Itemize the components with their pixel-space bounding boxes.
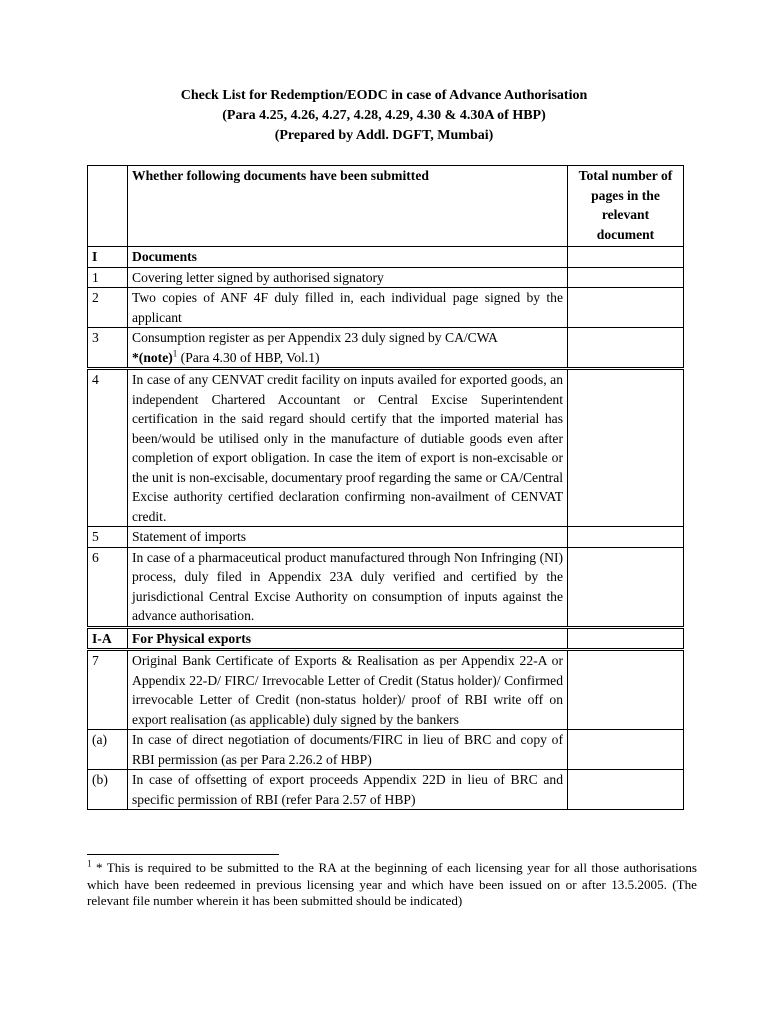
table-row — [88, 369, 684, 527]
pages-cell — [568, 627, 684, 650]
header-question: Whether following documents have been submitted — [128, 166, 568, 247]
table-row — [88, 650, 684, 730]
pages-cell — [568, 288, 684, 328]
row-number: 1 — [88, 267, 128, 288]
row-description: Covering letter signed by authorised signatory — [128, 267, 568, 288]
footnote — [87, 860, 697, 910]
header-num-cell — [88, 166, 128, 247]
row-description: In case of a pharmaceutical product manufactured through Non Infringing (NI) process, duly filed in Appendix 23A duly verified and certified by the jurisdictional Central Excise Authority on consumption of inputs against the advance authorisation. — [128, 547, 568, 627]
table-row — [88, 770, 684, 810]
row-description: In case of offsetting of export proceeds Appendix 22D in lieu of BRC and specific permission of RBI (refer Para 2.57 of HBP) — [128, 770, 568, 810]
row-description: Original Bank Certificate of Exports & Realisation as per Appendix 22-A or Appendix 22-D/ FIRC/ Irrevocable Letter of Credit (Status holder)/ Confirmed irrevocable Letter of Credit (non-status holder)/ proof of RBI write off on export realisation (as applicable) duly signed by the bankers — [128, 650, 568, 730]
footnote-marker: 1 — [87, 858, 92, 869]
table-row — [88, 547, 684, 627]
section-number: I-A — [88, 627, 128, 650]
row-number: 3 — [88, 328, 128, 369]
row-number: (b) — [88, 770, 128, 810]
table-row — [88, 730, 684, 770]
footnote-divider — [87, 854, 279, 855]
row-text-para-ref: (Para 4.30 of HBP, Vol.1) — [177, 349, 320, 365]
section-title: For Physical exports — [128, 627, 568, 650]
header-total-pages: Total number of pages in the relevant document — [568, 166, 684, 247]
pages-cell — [568, 267, 684, 288]
row-number: 2 — [88, 288, 128, 328]
heading-prepared-by: (Prepared by Addl. DGFT, Mumbai) — [274, 128, 494, 143]
pages-cell — [568, 650, 684, 730]
row-description: In case of direct negotiation of documents/FIRC in lieu of BRC and copy of RBI permission (as per Para 2.26.2 of HBP) — [128, 730, 568, 770]
footnote-ref: 1 — [172, 347, 178, 358]
row-number: 6 — [88, 547, 128, 627]
table-row — [88, 288, 684, 328]
section-row-physical-exports — [88, 627, 684, 650]
section-row-documents — [88, 247, 684, 268]
row-number: 7 — [88, 650, 128, 730]
pages-cell — [568, 369, 684, 527]
pages-cell — [568, 527, 684, 548]
footnote-text: * This is required to be submitted to the RA at the beginning of each licensing year for all those authorisations which have been redeemed in previous licensing year and which have been issued on or after 13.5.2005. (The relevant file number wherein it has been submitted should be indicated) — [87, 860, 697, 908]
row-number: 4 — [88, 369, 128, 527]
row-description: Two copies of ANF 4F duly filled in, each individual page signed by the applicant — [128, 288, 568, 328]
row-description: Statement of imports — [128, 527, 568, 548]
table-header-row — [88, 166, 684, 247]
row-description: In case of any CENVAT credit facility on inputs availed for exported goods, an independent Chartered Accountant or Central Excise Superintendent certification in the said regard should certify that the imported material has been/would be utilised only in the manufacture of dutiable goods even after completion of export obligation. In case the item of export is non-excisable or the unit is non-excisable, documentary proof regarding the same or CA/Central Excise authority certified declaration confirming non-availment of CENVAT credit. — [128, 369, 568, 527]
row-text: Consumption register as per Appendix 23 duly signed by CA/CWA — [132, 330, 498, 345]
heading-title: Check List for Redemption/EODC in case of Advance Authorisation — [180, 88, 588, 103]
pages-cell — [568, 247, 684, 268]
section-number: I — [88, 247, 128, 268]
note-label: *(note) — [132, 349, 173, 365]
pages-cell — [568, 328, 684, 369]
pages-cell — [568, 730, 684, 770]
row-number: 5 — [88, 527, 128, 548]
checklist-table — [87, 165, 684, 810]
table-row — [88, 527, 684, 548]
section-title: Documents — [128, 247, 568, 268]
heading-para-refs: (Para 4.25, 4.26, 4.27, 4.28, 4.29, 4.30 & 4.30A of HBP) — [222, 108, 546, 123]
row-description — [128, 328, 568, 369]
table-row — [88, 328, 684, 369]
document-heading — [0, 86, 768, 146]
row-number: (a) — [88, 730, 128, 770]
pages-cell — [568, 770, 684, 810]
table-row — [88, 267, 684, 288]
pages-cell — [568, 547, 684, 627]
